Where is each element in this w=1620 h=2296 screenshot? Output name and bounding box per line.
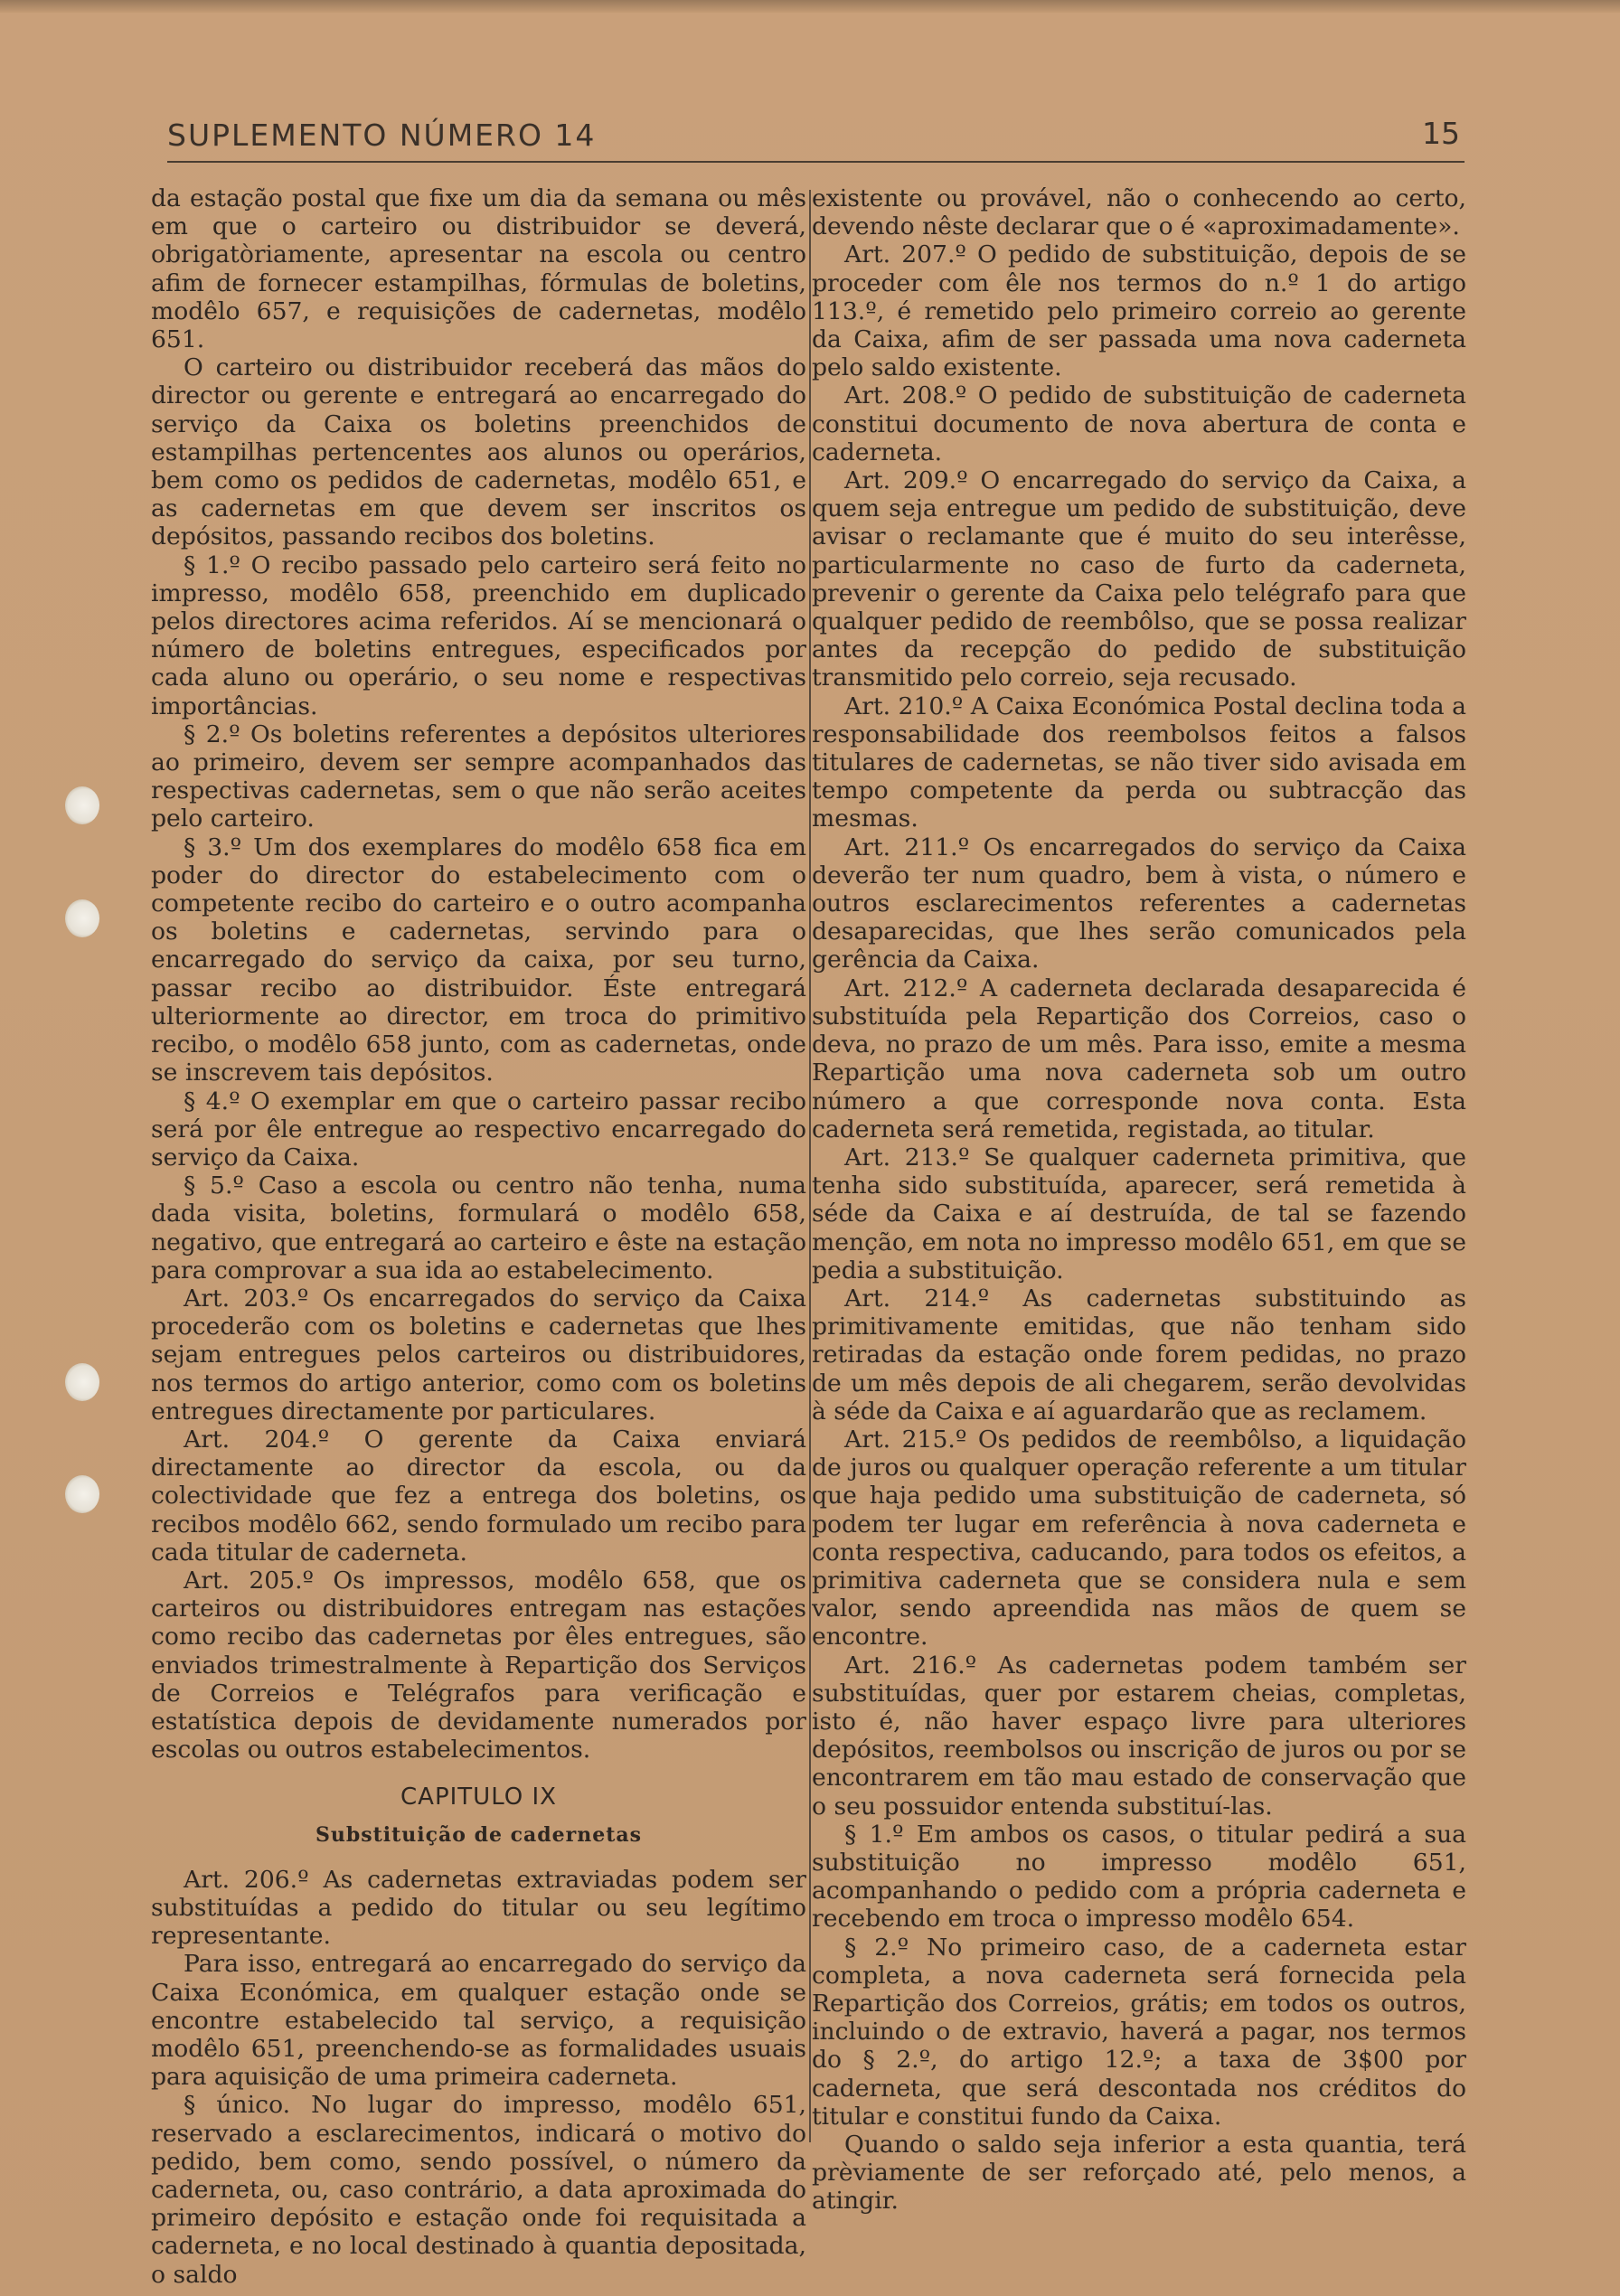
- paragraph: existente ou provável, não o conhecendo ao certo, devendo nêste declarar que o é «aproximadamente».: [812, 184, 1466, 241]
- chapter-heading: CAPITULO IX: [400, 1783, 557, 1811]
- paper-edge: [0, 0, 1620, 13]
- paragraph: Art. 208.º O pedido de substituição de caderneta constitui documento de nova abertura de conta e caderneta.: [812, 381, 1466, 466]
- paragraph: Art. 209.º O encarregado do serviço da Caixa, a quem seja entregue um pedido de substituição, deve avisar o reclamante que é muito do seu interêsse, particularmente no caso de furto da caderneta, prevenir o gerente da Caixa pelo telégrafo para que qualquer pedido de reembôlso, que se possa realizar antes da recepção do pedido de substituição transmitido pelo correio, seja recusado.: [812, 466, 1466, 692]
- header-rule: [167, 161, 1465, 163]
- running-header: [167, 116, 1460, 166]
- left-column: [151, 184, 806, 2289]
- paragraph: § único. No lugar do impresso, modêlo 651, reservado a esclarecimentos, indicará o motivo do pedido, bem como, sendo possível, o número da caderneta, ou, caso contrário, a data aproximada do primeiro depósito e estação onde foi requisitada a caderneta, e no local destinado à quantia depositada, o saldo: [151, 2091, 806, 2289]
- section-subheading: Substituição de cadernetas: [315, 1822, 643, 1847]
- paragraph: § 1.º O recibo passado pelo carteiro será feito no impresso, modêlo 658, preenchido em duplicado pelos directores acima referidos. Aí se mencionará o número de boletins entregues, especificados por cada aluno ou operário, o seu nome e respectivas importâncias.: [151, 550, 806, 720]
- paragraph: Art. 206.º As cadernetas extraviadas podem ser substituídas a pedido do titular ou seu legítimo representante.: [151, 1865, 806, 1951]
- paragraph: da estação postal que fixe um dia da semana ou mês em que o carteiro ou distribuidor se deverá, obrigatòriamente, apresentar na escola ou centro afim de fornecer estampilhas, fórmulas de boletins, modêlo 657, e requisições de cadernetas, modêlo 651.: [151, 184, 806, 354]
- paragraph: § 3.º Um dos exemplares do modêlo 658 fica em poder do director do estabelecimento com o competente recibo do carteiro e o outro acompanha os boletins e cadernetas, servindo para o encarregado do serviço da caixa, por seu turno, passar recibo ao distribuidor. Éste entregará ulteriormente ao director, em troca do primitivo recibo, o modêlo 658 junto, com as cadernetas, onde se inscrevem tais depósitos.: [151, 833, 806, 1087]
- paragraph: § 2.º Os boletins referentes a depósitos ulteriores ao primeiro, devem ser sempre acompanhados das respectivas cadernetas, sem o que não serão aceites pelo carteiro.: [151, 720, 806, 833]
- punch-hole: [65, 1475, 99, 1513]
- paragraph: § 4.º O exemplar em que o carteiro passar recibo será por êle entregue ao respectivo encarregado do serviço da Caixa.: [151, 1087, 806, 1172]
- column-divider: [809, 190, 811, 2142]
- supplement-title: SUPLEMENTO NÚMERO 14: [167, 118, 597, 153]
- paragraph: Art. 214.º As cadernetas substituindo as primitivamente emitidas, que não tenham sido retiradas da estação onde forem pedidas, no prazo de um mês depois de ali chegarem, serão devolvidas à séde da Caixa e aí aguardarão que as reclamem.: [812, 1284, 1466, 1426]
- paragraph: Quando o saldo seja inferior a esta quantia, terá prèviamente de ser reforçado até, pelo menos, a atingir.: [812, 2131, 1466, 2216]
- paragraph: Art. 203.º Os encarregados do serviço da Caixa procederão com os boletins e cadernetas que lhes sejam entregues pelos carteiros ou distribuidores, nos termos do artigo anterior, como com os boletins entregues directamente por particulares.: [151, 1284, 806, 1426]
- paragraph: § 2.º No primeiro caso, de a caderneta estar completa, a nova caderneta será fornecida pela Repartição dos Correios, grátis; em todos os outros, incluindo o de extravio, haverá a pagar, nos termos do § 2.º, do artigo 12.º; a taxa de 3$00 por caderneta, que será descontada nos créditos do titular e constitui fundo da Caixa.: [812, 1933, 1466, 2131]
- paragraph: Art. 204.º O gerente da Caixa enviará directamente ao director da escola, ou da colectividade que fez a entrega dos boletins, os recibos modêlo 662, sendo formulado um recibo para cada titular de caderneta.: [151, 1425, 806, 1567]
- punch-hole: [65, 899, 99, 937]
- paragraph: Art. 207.º O pedido de substituição, depois de se proceder com êle nos termos do n.º 1 do artigo 113.º, é remetido pelo primeiro correio ao gerente da Caixa, afim de ser passada uma nova caderneta pelo saldo existente.: [812, 240, 1466, 382]
- paragraph: O carteiro ou distribuidor receberá das mãos do director ou gerente e entregará ao encarregado do serviço da Caixa os boletins preenchidos de estampilhas pertencentes aos alunos ou operários, bem como os pedidos de cadernetas, modêlo 651, e as cadernetas em que devem ser inscritos os depósitos, passando recibos dos boletins.: [151, 353, 806, 551]
- paragraph: Art. 215.º Os pedidos de reembôlso, a liquidação de juros ou qualquer operação referente a um titular que haja pedido uma substituição de caderneta, só podem ter lugar em referência à nova caderneta e conta respectiva, caducando, para todos os efeitos, a primitiva caderneta que se considera nula e sem valor, sendo apreendida nas mãos de quem se encontre.: [812, 1425, 1466, 1651]
- page-number: 15: [1422, 116, 1460, 151]
- right-column: [812, 184, 1466, 2216]
- paragraph: Art. 212.º A caderneta declarada desaparecida é substituída pela Repartição dos Correios, caso o deva, no prazo de um mês. Para isso, emite a mesma Repartição uma nova caderneta sob um outro número a que corresponde nova conta. Esta caderneta será remetida, registada, ao titular.: [812, 974, 1466, 1143]
- punch-hole: [65, 786, 99, 824]
- paragraph: § 1.º Em ambos os casos, o titular pedirá a sua substituição no impresso modêlo 651, acompanhando o pedido com a própria caderneta e recebendo em troca o impresso modêlo 654.: [812, 1820, 1466, 1934]
- paragraph: § 5.º Caso a escola ou centro não tenha, numa dada visita, boletins, formulará o modêlo 658, negativo, que entregará ao carteiro e êste na estação para comprovar a sua ida ao estabelecimento.: [151, 1172, 806, 1284]
- punch-hole: [65, 1363, 99, 1401]
- paragraph: Art. 205.º Os impressos, modêlo 658, que os carteiros ou distribuidores entregam nas estações como recibo das cadernetas por êles entregues, são enviados trimestralmente à Repartição dos Serviços de Correios e Telégrafos para verificação e estatística depois de devidamente numerados por escolas ou outros estabelecimentos.: [151, 1566, 806, 1764]
- paragraph: Para isso, entregará ao encarregado do serviço da Caixa Económica, em qualquer estação onde se encontre estabelecido tal serviço, a requisição modêlo 651, preenchendo-se as formalidades usuais para aquisição de uma primeira caderneta.: [151, 1950, 806, 2092]
- paragraph: Art. 210.º A Caixa Económica Postal declina toda a responsabilidade dos reembolsos feitos a falsos titulares de cadernetas, se não tiver sido avisada em tempo competente da perda ou subtracção das mesmas.: [812, 692, 1466, 833]
- paragraph: Art. 213.º Se qualquer caderneta primitiva, que tenha sido substituída, aparecer, será remetida à séde da Caixa e aí destruída, de tal se fazendo menção, em nota no impresso modêlo 651, em que se pedia a substituição.: [812, 1143, 1466, 1284]
- paragraph: Art. 211.º Os encarregados do serviço da Caixa deverão ter num quadro, bem à vista, o número e outros esclarecimentos referentes a cadernetas desaparecidas, que lhes serão comunicados pela gerência da Caixa.: [812, 833, 1466, 974]
- paragraph: Art. 216.º As cadernetas podem também ser substituídas, quer por estarem cheias, completas, isto é, não haver espaço livre para ulteriores depósitos, reembolsos ou inscrição de juros ou por se encontrarem em tão mau estado de conservação que o seu possuidor entenda substituí-las.: [812, 1651, 1466, 1821]
